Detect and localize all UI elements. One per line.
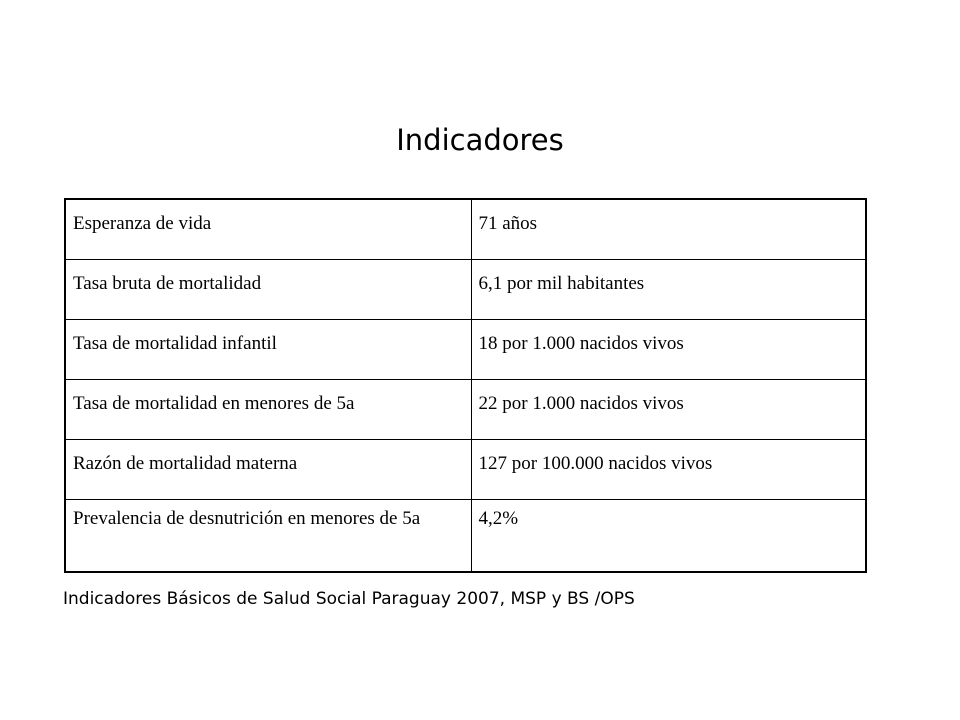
table-row: [65, 379, 866, 439]
indicator-cell: [65, 259, 471, 319]
value-cell: [471, 259, 866, 319]
value-cell: [471, 379, 866, 439]
indicator-value: 127 por 100.000 nacidos vivos: [478, 452, 713, 474]
indicator-cell: [65, 499, 471, 572]
indicators-table: [64, 198, 867, 573]
indicator-cell: [65, 319, 471, 379]
indicator-label: Tasa bruta de mortalidad: [73, 272, 262, 294]
indicator-value: 71 años: [478, 213, 538, 234]
indicator-label: Razón de mortalidad materna: [73, 452, 298, 474]
indicator-cell: [65, 379, 471, 439]
table-row: [65, 319, 866, 379]
indicator-value: 18 por 1.000 nacidos vivos: [478, 332, 684, 354]
value-cell: [471, 199, 866, 259]
slide-title: Indicadores: [396, 123, 564, 157]
table-row: [65, 199, 866, 259]
indicator-value: 6,1 por mil habitantes: [478, 272, 645, 294]
indicator-label: Tasa de mortalidad en menores de 5a: [73, 392, 355, 414]
source-caption: Indicadores Básicos de Salud Social Paraguay 2007, MSP y BS /OPS: [63, 589, 635, 609]
value-cell: [471, 439, 866, 499]
indicator-label: Tasa de mortalidad infantil: [73, 332, 277, 354]
indicator-value: 22 por 1.000 nacidos vivos: [478, 392, 684, 414]
table-row: [65, 499, 866, 572]
value-cell: [471, 319, 866, 379]
indicator-value: 4,2%: [478, 507, 519, 529]
indicator-label: Esperanza de vida: [73, 213, 212, 234]
indicator-label: Prevalencia de desnutrición en menores de 5a: [73, 507, 421, 529]
indicator-cell: [65, 199, 471, 259]
indicator-cell: [65, 439, 471, 499]
value-cell: [471, 499, 866, 572]
table-row: [65, 439, 866, 499]
table-row: [65, 259, 866, 319]
